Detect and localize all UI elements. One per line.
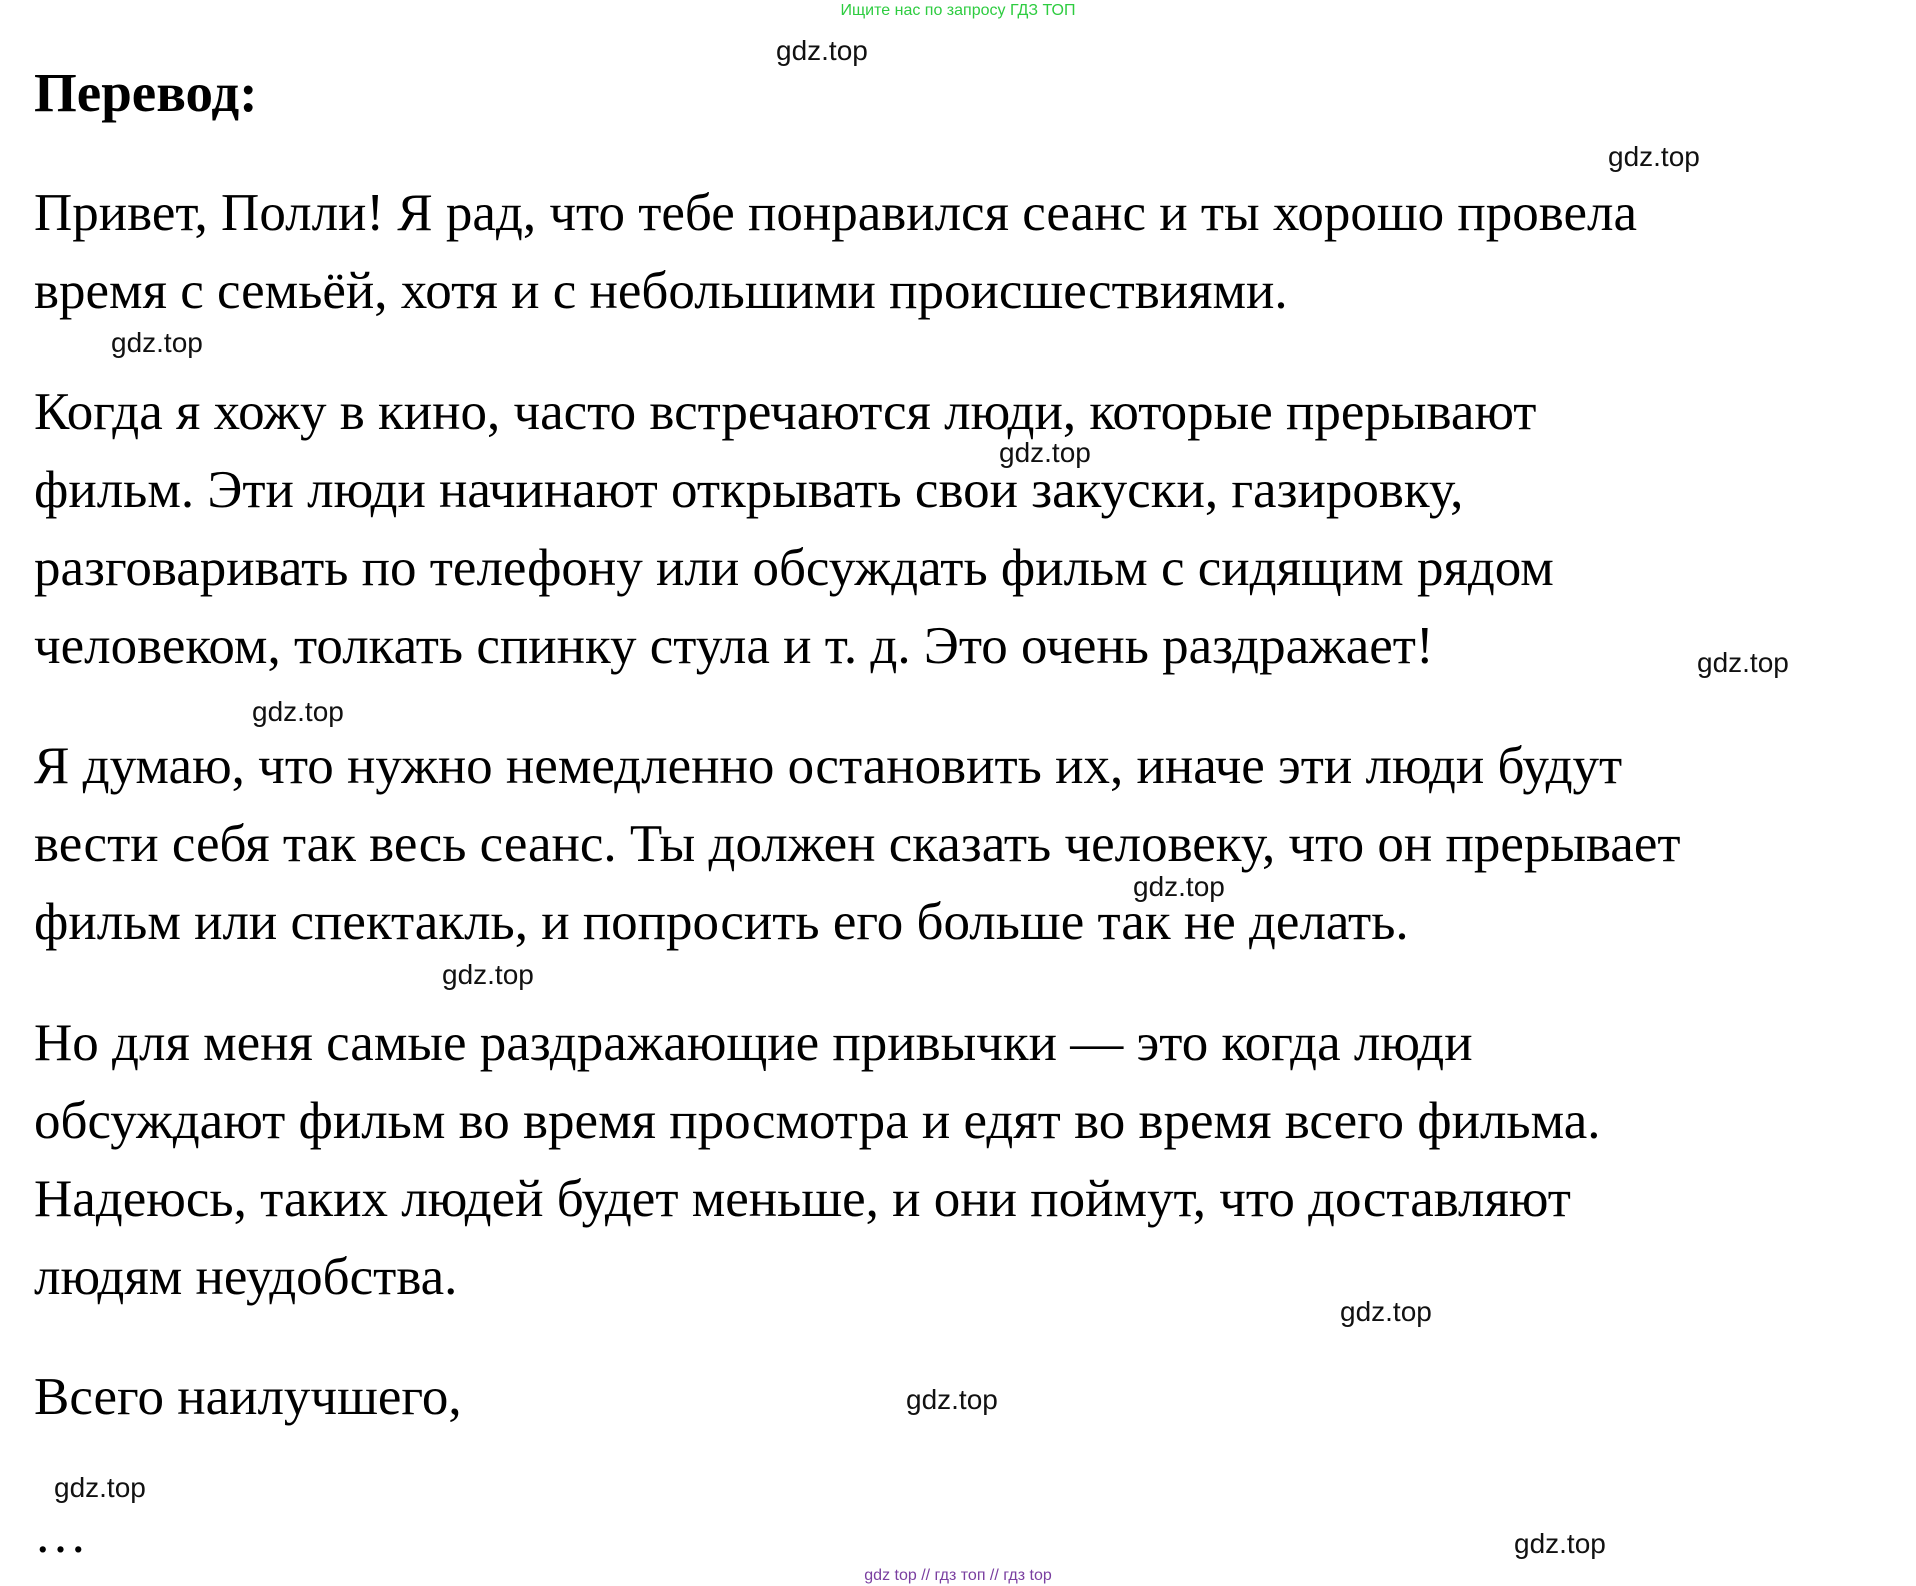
watermark: gdz.top [1133, 871, 1225, 902]
watermark: gdz.top [906, 1384, 998, 1415]
watermark: gdz.top [252, 696, 344, 727]
closing-line: Всего наилучшего, [34, 1368, 462, 1426]
watermark: gdz.top [54, 1472, 146, 1503]
paragraph-advice: Я думаю, что нужно немедленно остановить их, иначе эти люди будут вести себя так весь сеанс. Ты должен сказать человеку, что он прерывает фильм или спектакль, и попросить его больше так не делать. [34, 737, 1681, 951]
page-title: Перевод: [34, 62, 258, 123]
ellipsis: … [34, 1506, 87, 1564]
paragraph-cinema-people: Когда я хожу в кино, часто встречаются люди, которые прерывают фильм. Эти люди начинают открывать свои закуски, газировку, разговаривать по телефону или обсуждать фильм с сидящим рядом человеком, толкать спинку стула и т. д. Это очень раздражает! [34, 383, 1554, 675]
watermark: gdz.top [442, 959, 534, 990]
watermark: gdz.top [1697, 647, 1789, 678]
paragraph-greeting: Привет, Полли! Я рад, что тебе понравился сеанс и ты хорошо провела время с семьёй, хотя и с небольшими происшествиями. [34, 184, 1637, 320]
top-banner: Ищите нас по запросу ГДЗ ТОП [840, 2, 1076, 19]
watermark: gdz.top [111, 327, 203, 358]
watermark: gdz.top [999, 437, 1091, 468]
paragraph-annoying-habits: Но для меня самые раздражающие привычки — это когда люди обсуждают фильм во время просмотра и едят во время всего фильма. Надеюсь, таких людей будет меньше, и они поймут, что доставляют людям неудобства. [34, 1014, 1601, 1306]
watermark: gdz.top [776, 35, 868, 66]
watermark: gdz.top [1514, 1528, 1606, 1559]
watermark: gdz.top [1340, 1296, 1432, 1327]
bottom-banner: gdz top // гдз топ // гдз top [864, 1567, 1052, 1584]
watermark: gdz.top [1608, 141, 1700, 172]
